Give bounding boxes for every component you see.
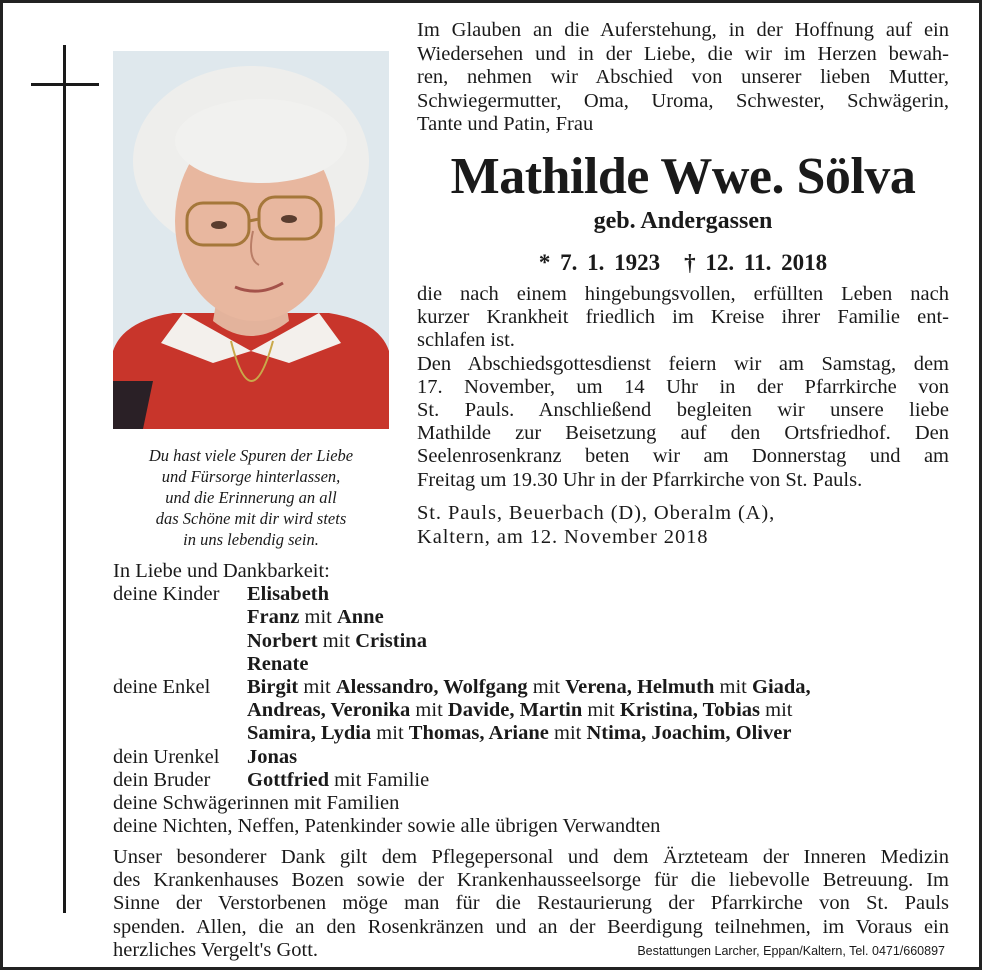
- life-dates: [417, 248, 949, 278]
- family-member: Davide, Martin: [447, 699, 583, 722]
- intro-line: Im Glauben an die Auferstehung, in der Hoffnung auf ein: [417, 19, 949, 41]
- family-label: dein Urenkel: [113, 745, 220, 768]
- cross-icon-bar: [31, 83, 99, 86]
- quote-line: und die Erinnerung an all: [165, 488, 337, 507]
- intro-line: ren, nehmen wir Abschied von unserer lieben Mutter,: [417, 66, 949, 88]
- intro-line: Wiedersehen und in der Liebe, die wir im Herzen bewah-: [417, 42, 949, 65]
- body-line: 17. November, um 14 Uhr in der Pfarrkirche von: [417, 375, 949, 398]
- thanks-line: des Krankenhauses Bozen sowie der Krankenhausseelsorge für die liebevolle Betreuung. Im: [113, 869, 949, 892]
- family-connector: mit Familie: [328, 768, 430, 791]
- family-text: deine Schwägerinnen mit Familien: [113, 792, 400, 815]
- intro-line: Tante und Patin, Frau: [417, 113, 594, 135]
- deceased-name: Mathilde Wwe. Sölva: [450, 148, 916, 205]
- body-line: die nach einem hingebungsvollen, erfüllten Leben nach: [417, 283, 949, 305]
- family-row: [113, 699, 953, 722]
- family-member: Cristina: [355, 629, 427, 652]
- maiden-name: geb. Andergassen: [593, 208, 773, 234]
- intro-text: [417, 19, 949, 137]
- family-connector: mit: [548, 722, 587, 745]
- family-member: Kristina, Tobias: [619, 699, 760, 722]
- cross-icon: [63, 45, 66, 913]
- family-member: Alessandro, Wolfgang: [335, 676, 528, 699]
- places-line: Kaltern, am 12. November 2018: [417, 525, 709, 548]
- family-member: Andreas, Veronika: [247, 699, 411, 722]
- family-connector: mit: [299, 606, 337, 629]
- family-connector: mit: [371, 722, 409, 745]
- family-list: [113, 560, 953, 838]
- family-row-kinder: [113, 583, 953, 606]
- grandchildren-line: [247, 722, 791, 745]
- family-member: Elisabeth: [247, 583, 330, 606]
- places-line: St. Pauls, Beuerbach (D), Oberalm (A),: [417, 502, 776, 524]
- family-connector: mit: [527, 676, 566, 699]
- family-member: Norbert: [247, 629, 318, 652]
- family-row-enkel: [113, 676, 953, 699]
- announcement-text: [417, 283, 949, 492]
- family-row: [113, 653, 953, 676]
- quote-line: das Schöne mit dir wird stets: [155, 509, 347, 528]
- family-row-schwaegerinnen: [113, 792, 953, 815]
- body-line: Mathilde zur Beisetzung auf den Ortsfriedhof. Den: [417, 422, 949, 445]
- family-row: [113, 606, 953, 629]
- body-line: Seelenrosenkranz beten wir am Donnerstag und am: [417, 445, 949, 468]
- family-connector: mit: [714, 676, 752, 699]
- family-member: Verena, Helmuth: [565, 676, 715, 699]
- family-connector: mit: [298, 676, 336, 699]
- body-line: St. Pauls. Anschließend begleiten wir unsere liebe: [417, 399, 949, 422]
- death-date: † 12. 11. 2018: [684, 250, 828, 275]
- family-connector: mit: [582, 699, 620, 722]
- family-label: deine Kinder: [113, 583, 220, 606]
- family-connector: mit: [317, 629, 356, 652]
- family-member: Samira, Lydia: [247, 722, 372, 745]
- thanks-line: Sinne der Verstorbenen möge man für die Restaurierung der Pfarrkirche von St. Pauls: [113, 892, 949, 915]
- quote-line: Du hast viele Spuren der Liebe: [148, 446, 354, 465]
- family-row-urenkel: [113, 746, 953, 769]
- places-date: [417, 502, 949, 549]
- family-row-nichten: [113, 815, 953, 838]
- body-line: Freitag um 19.30 Uhr in der Pfarrkirche von St. Pauls.: [417, 468, 863, 491]
- body-line: Den Abschiedsgottesdienst feiern wir am Samstag, dem: [417, 352, 949, 375]
- thanks-line: Unser besonderer Dank gilt dem Pflegepersonal und dem Ärzteteam der Inneren Medizin: [113, 846, 949, 868]
- family-member: Birgit: [247, 676, 299, 699]
- family-intro-text: In Liebe und Dankbarkeit:: [113, 560, 330, 582]
- portrait-illustration: [113, 51, 389, 429]
- family-member: Renate: [247, 652, 309, 675]
- birth-date: * 7. 1. 1923: [538, 250, 661, 275]
- body-line: schlafen ist.: [417, 329, 515, 352]
- quote-line: und Fürsorge hinterlassen,: [161, 467, 341, 486]
- memorial-quote: [111, 445, 391, 550]
- thanks-line: herzliches Vergelt's Gott.: [113, 938, 319, 961]
- family-row: [113, 722, 953, 745]
- family-member: Thomas, Ariane: [408, 722, 549, 745]
- quote-line: in uns lebendig sein.: [183, 530, 319, 549]
- thanks-line: spenden. Allen, die an den Rosenkränzen und an der Beerdigung teilnehmen, im Voraus ein: [113, 915, 949, 938]
- portrait-photo: [113, 51, 389, 429]
- family-member: Ntima, Joachim, Oliver: [586, 722, 792, 745]
- family-member: Giada,: [752, 676, 811, 699]
- body-line: kurzer Krankheit friedlich im Kreise ihrer Familie ent-: [417, 306, 949, 329]
- grandchildren-line: [247, 699, 792, 722]
- intro-line: Schwiegermutter, Oma, Uroma, Schwester, Schwägerin,: [417, 89, 949, 112]
- funeral-home-credit: Bestattungen Larcher, Eppan/Kaltern, Tel. 0471/660897: [637, 944, 945, 958]
- grandchildren-line: [247, 676, 811, 699]
- family-connector: mit: [410, 699, 448, 722]
- family-connector: mit: [760, 699, 793, 722]
- family-row-bruder: [113, 769, 953, 792]
- family-row: [113, 630, 953, 653]
- family-member: Anne: [336, 606, 384, 629]
- family-member: Gottfried: [247, 768, 329, 791]
- family-intro: [113, 560, 953, 583]
- family-member: Franz: [247, 606, 300, 629]
- family-text: deine Nichten, Neffen, Patenkinder sowie alle übrigen Verwandten: [113, 815, 661, 838]
- family-label: dein Bruder: [113, 768, 211, 791]
- family-label: deine Enkel: [113, 676, 211, 699]
- family-member: Jonas: [247, 745, 298, 768]
